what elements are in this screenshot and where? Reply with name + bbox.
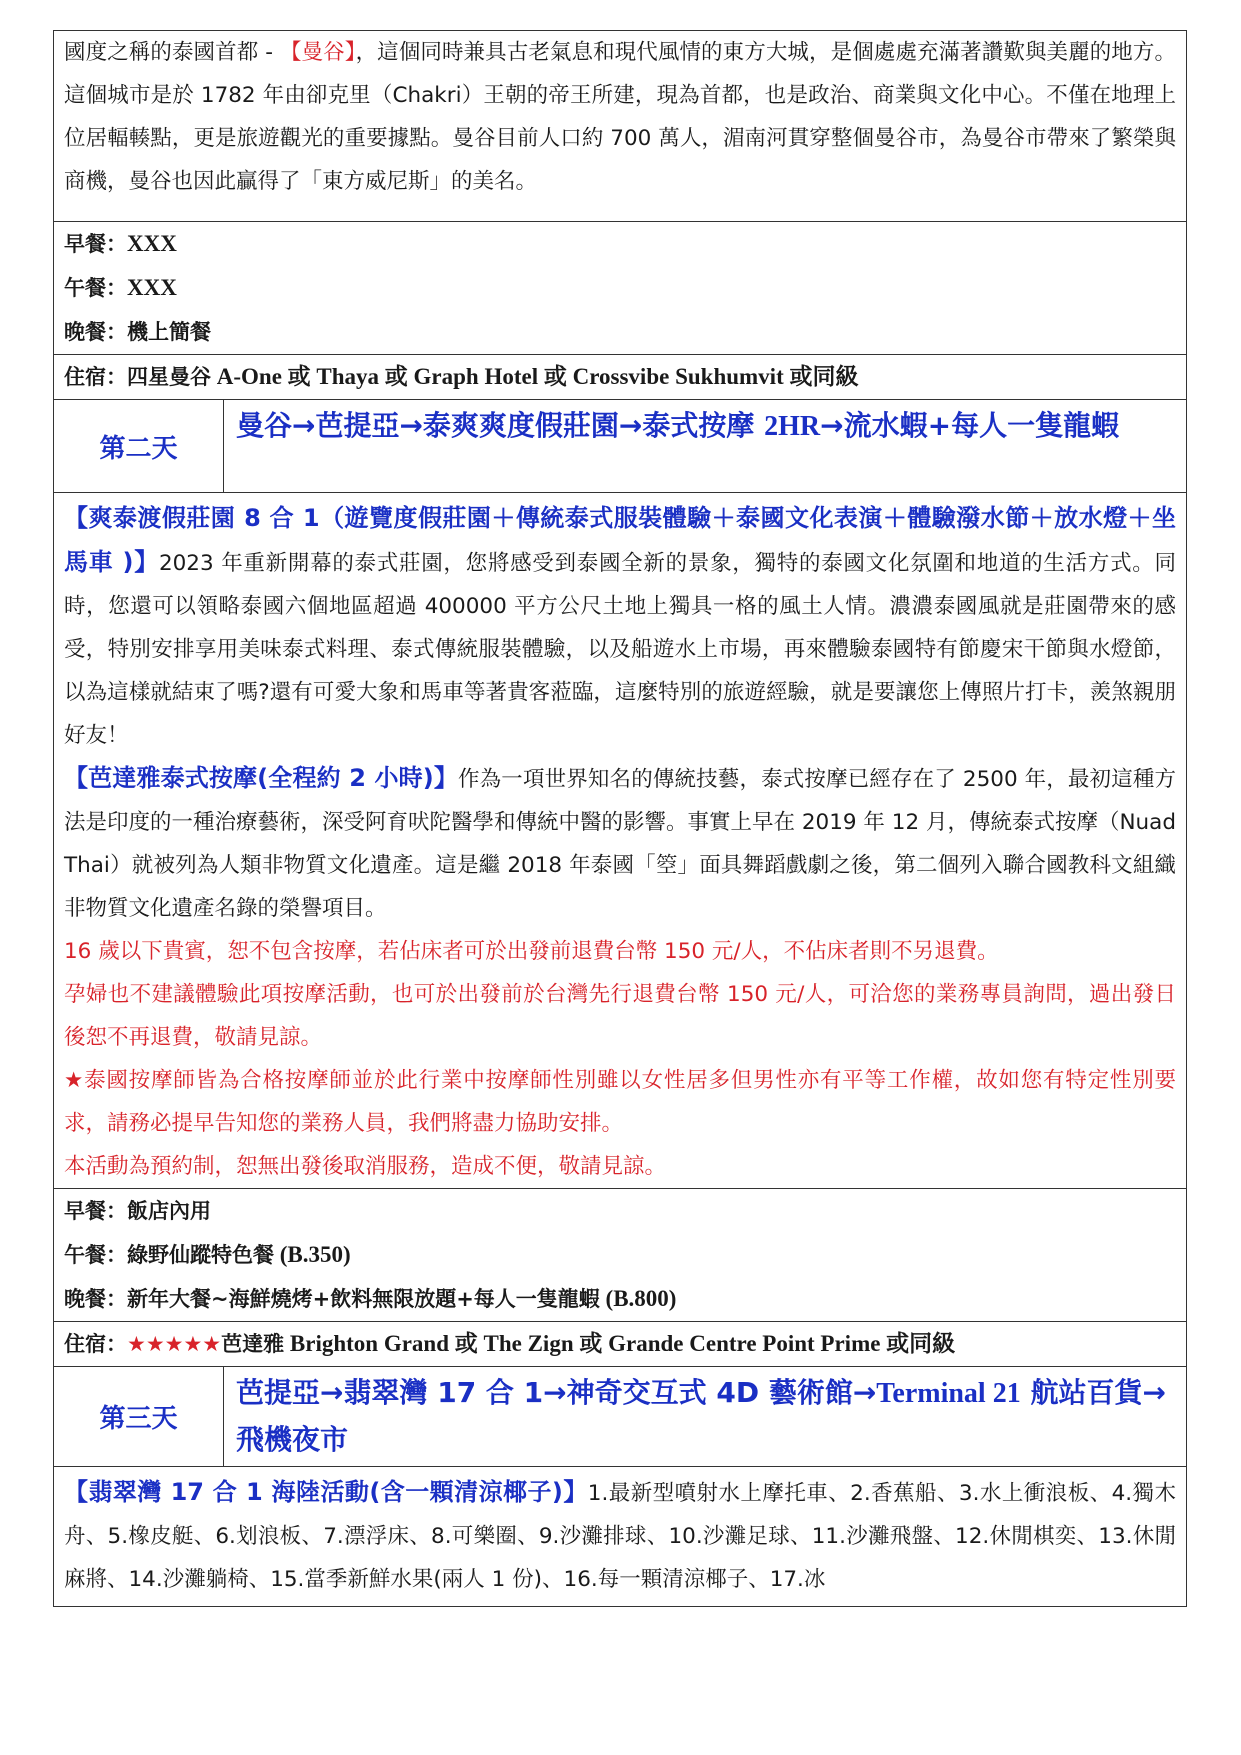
- day2-hotel-row: [54, 1322, 1187, 1367]
- age-note: 16 歲以下貴賓，恕不包含按摩，若佔床者可於出發前退費台幣 150 元/人，不佔床者則不另退費。: [64, 939, 999, 964]
- hotel-line: 住宿：四星曼谷 A-One 或 Thaya 或 Graph Hotel 或 Crossvibe Sukhumvit 或同級: [64, 364, 859, 389]
- pregnancy-note: 孕婦也不建議體驗此項按摩活動，也可於出發前於台灣先行退費台幣 150 元/人，可洽您的業務專員詢問，過出發日後恕不再退費，敬請見諒。: [64, 982, 1177, 1050]
- city-tag: 【曼谷】: [279, 40, 356, 65]
- day2-route: 曼谷→芭提亞→泰爽爽度假莊園→泰式按摩 2HR→流水蝦+每人一隻龍蝦: [224, 400, 1187, 493]
- breakfast-line: 早餐：XXX: [64, 231, 177, 256]
- day1-meals-row: [54, 222, 1187, 355]
- therapist-note: ★泰國按摩師皆為合格按摩師並於此行業中按摩師性別雖以女性居多但男性亦有平等工作權，故如您有特定性別要求，請務必提早告知您的業務人員，我們將盡力協助安排。: [64, 1068, 1177, 1136]
- intro-row: [54, 31, 1187, 222]
- day3-route: 芭提亞→翡翠灣 17 合 1→神奇交互式 4D 藝術館→Terminal 21 航站百貨→飛機夜市: [224, 1367, 1187, 1467]
- day2-label: 第二天: [54, 400, 224, 493]
- massage-description: 【芭達雅泰式按摩(全程約 2 小時)】作為一項世界知名的傳統技藝，泰式按摩已經存在了 2500 年，最初這種方法是印度的一種治療藝術，深受阿育吠陀醫學和傳統中醫的影響。事實上早在 2019 年 12 月，傳統泰式按摩（Nuad Thai）就被列為人類非物質文化遺產。這是繼 2018 年泰國「箜」面具舞蹈戲劇之後，第二個列入聯合國教科文組織非物質文化遺產名錄的榮譽項目。: [64, 764, 1177, 921]
- hotel-line: 住宿：★★★★★芭達雅 Brighton Grand 或 The Zign 或 Grande Centre Point Prime 或同級: [64, 1331, 956, 1356]
- day1-hotel-row: [54, 355, 1187, 400]
- day3-content-row: [54, 1467, 1187, 1607]
- breakfast-line: 早餐：飯店內用: [64, 1199, 211, 1223]
- lunch-line: 午餐：綠野仙蹤特色餐 (B.350): [64, 1242, 351, 1267]
- day2-header-row: [54, 400, 1187, 493]
- itinerary-table: [53, 30, 1187, 1607]
- day3-header-row: [54, 1367, 1187, 1467]
- bangkok-intro: 國度之稱的泰國首都 - 【曼谷】，這個同時兼具古老氣息和現代風情的東方大城，是個處處充滿著讚歎與美麗的地方。這個城市是於 1782 年由卻克里（Chakri）王朝的帝王所建，現為首都，也是政治、商業與文化中心。不僅在地理上位居輻輳點，更是旅遊觀光的重要據點。曼谷目前人口約 700 萬人，湄南河貫穿整個曼谷市，為曼谷市帶來了繁榮與商機，曼谷也因此贏得了「東方威尼斯」的美名。: [64, 40, 1177, 194]
- emerald-bay-title: 【翡翠灣 17 合 1 海陸活動(含一顆清涼椰子)】: [64, 1478, 588, 1506]
- five-star-rating: ★★★★★: [127, 1332, 222, 1356]
- itinerary-page: [53, 30, 1186, 1607]
- lunch-line: 午餐：XXX: [64, 275, 177, 300]
- day3-label: 第三天: [54, 1367, 224, 1467]
- emerald-bay-description: 【翡翠灣 17 合 1 海陸活動(含一顆清涼椰子)】1.最新型噴射水上摩托車、2.香蕉船、3.水上衝浪板、4.獨木舟、5.橡皮艇、6.划浪板、7.漂浮床、8.可樂圈、9.沙灘排球、10.沙灘足球、11.沙灘飛盤、12.休閒棋奕、13.休閒麻將、14.沙灘躺椅、15.當季新鮮水果(兩人 1 份)、16.每一顆清涼椰子、17.冰: [64, 1478, 1177, 1592]
- massage-title: 【芭達雅泰式按摩(全程約 2 小時)】: [64, 764, 459, 792]
- dinner-line: 晚餐：機上簡餐: [64, 320, 211, 344]
- day2-content-row: [54, 493, 1187, 1189]
- resort-title: 【爽泰渡假莊園 8 合 1（遊覽度假莊園＋傳統泰式服裝體驗＋泰國文化表演＋體驗潑水節＋放水燈＋坐馬車 )】: [64, 504, 1177, 576]
- resort-description: 【爽泰渡假莊園 8 合 1（遊覽度假莊園＋傳統泰式服裝體驗＋泰國文化表演＋體驗潑水節＋放水燈＋坐馬車 )】2023 年重新開幕的泰式莊園，您將感受到泰國全新的景象，獨特的泰國文化氛圍和地道的生活方式。同時，您還可以領略泰國六個地區超過 400000 平方公尺土地上獨具一格的風土人情。濃濃泰國風就是莊園帶來的感受，特別安排享用美味泰式料理、泰式傳統服裝體驗，以及船遊水上市場，再來體驗泰國特有節慶宋干節與水燈節，以為這樣就結束了嗎?還有可愛大象和馬車等著貴客蒞臨，這麼特別的旅遊經驗，就是要讓您上傳照片打卡，羨煞親朋好友！: [64, 504, 1177, 748]
- day2-meals-row: [54, 1189, 1187, 1322]
- dinner-line: 晚餐：新年大餐~海鮮燒烤+飲料無限放題+每人一隻龍蝦 (B.800): [64, 1286, 677, 1311]
- reservation-note: 本活動為預約制，恕無出發後取消服務，造成不便，敬請見諒。: [64, 1154, 667, 1179]
